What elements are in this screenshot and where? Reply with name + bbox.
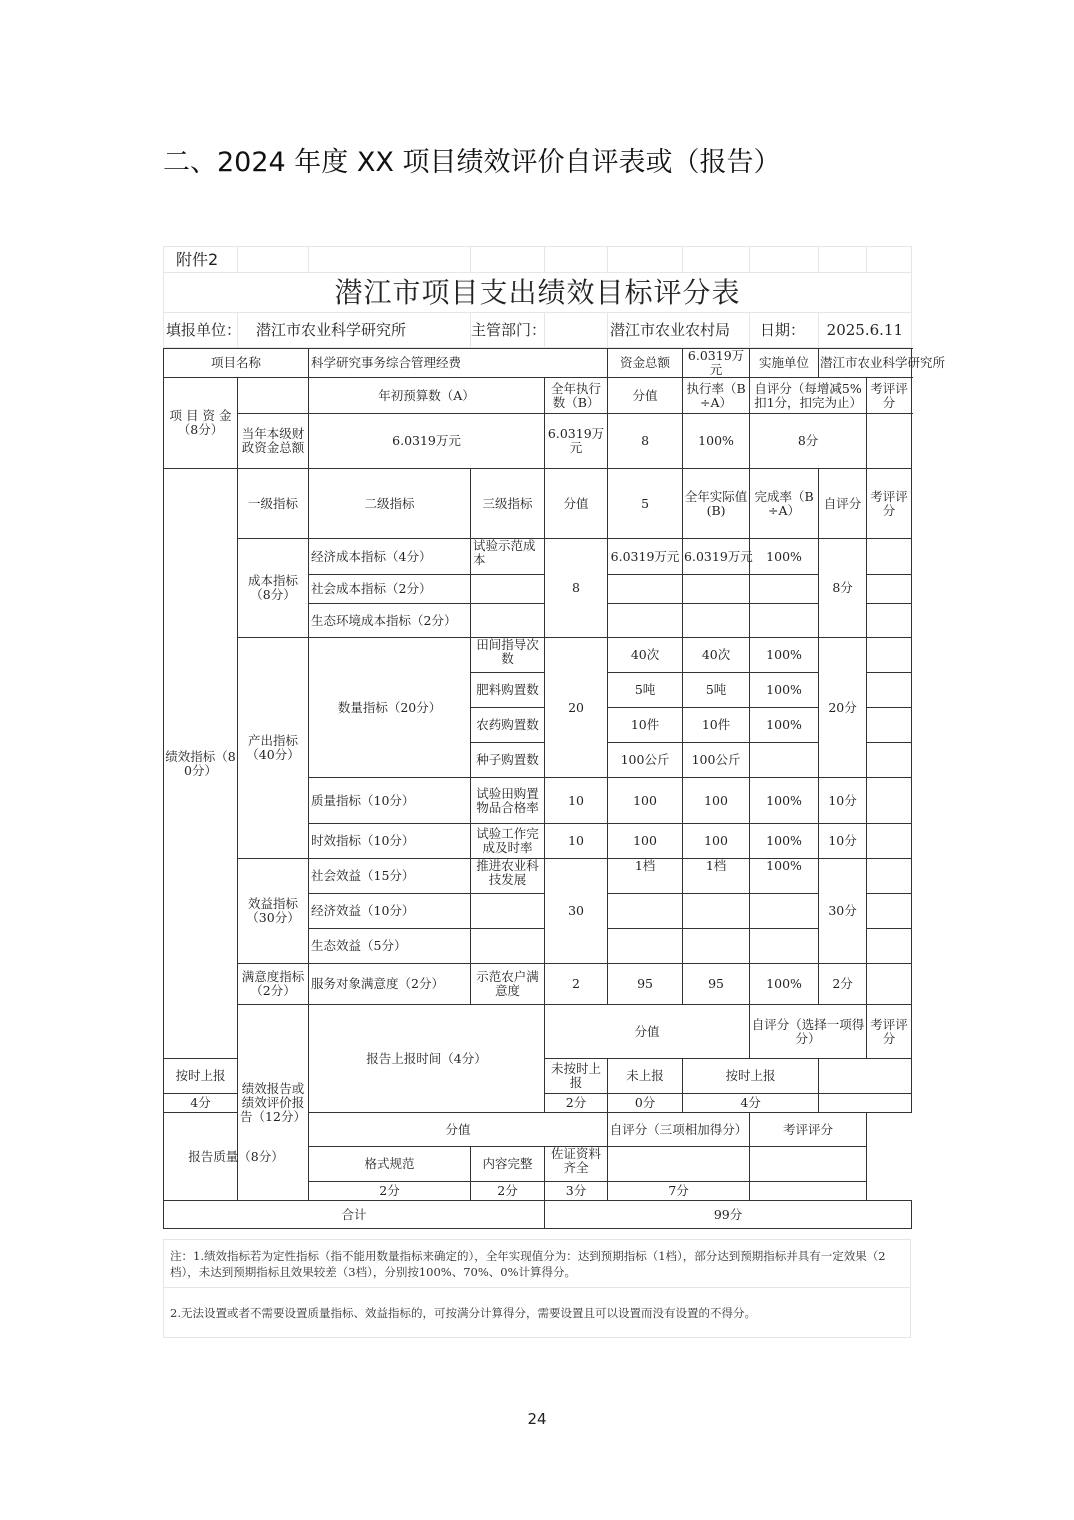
- q-format: 格式规范: [309, 1147, 471, 1182]
- qty-row-1: [164, 638, 912, 673]
- time-level3: 试验工作完成及时率: [471, 824, 545, 859]
- q-evidence: 佐证资料齐全: [545, 1147, 608, 1182]
- fund-total: 6.0319万元: [683, 349, 750, 378]
- satis-score: 2: [545, 964, 608, 1005]
- perf-target-header: 5: [608, 469, 683, 539]
- qty4-target: 100公斤: [608, 743, 683, 778]
- page-heading: 二、2024 年度 XX 项目绩效评价自评表或（报告）: [163, 147, 781, 178]
- qty3-rate: 100%: [750, 708, 819, 743]
- output-label: 产出指标（40分）: [238, 638, 309, 859]
- total-row: [164, 1201, 912, 1229]
- funds-row-label: 当年本级财政资金总额: [238, 414, 309, 469]
- perf-score-header: 分值: [545, 469, 608, 539]
- report-time-self-header: 自评分（选择一项得分）: [750, 1005, 867, 1059]
- impl-unit: 潜江市农业科学研究所: [819, 349, 912, 378]
- quality-rate: 100%: [750, 778, 819, 824]
- form-title: 潜江市项目支出绩效目标评分表: [164, 273, 912, 313]
- dept-label: 主管部门：: [471, 313, 545, 348]
- project-row: [164, 349, 912, 378]
- report-quality-score-header: 分值: [309, 1113, 608, 1147]
- funds-header-row: [164, 378, 912, 414]
- time-score: 10: [545, 824, 608, 859]
- notes-table: [163, 1239, 911, 1338]
- report-label: 绩效报告或绩效评价报告（12分）: [238, 1005, 309, 1201]
- fill-unit-label: 填报单位：: [164, 313, 238, 348]
- qty4-rate: [750, 743, 819, 778]
- quality-actual: 100: [683, 778, 750, 824]
- satis-target: 95: [608, 964, 683, 1005]
- fill-unit: 潜江市农业科学研究所: [238, 313, 471, 348]
- qty1-actual: 40次: [683, 638, 750, 673]
- econ-label: 经济效益（10分）: [309, 894, 471, 929]
- selected-option: 按时上报: [683, 1059, 819, 1094]
- qty-self: 20分: [819, 638, 867, 778]
- time-self: 10分: [819, 824, 867, 859]
- social-target: 1档: [608, 859, 683, 894]
- note-2: 2.无法设置或者不需要设置质量指标、效益指标的，可按满分计算得分，需要设置且可以设置而没有设置的不得分。: [164, 1288, 911, 1338]
- funds-exec-header: 全年执行数（B）: [545, 378, 608, 414]
- pts-ontime: 4分: [164, 1094, 238, 1113]
- benefit-label: 效益指标（30分）: [238, 859, 309, 964]
- benefit-row-1: [164, 859, 912, 894]
- report-time-self: 4分: [683, 1094, 819, 1113]
- report-quality-review-header: 考评评分: [750, 1113, 867, 1147]
- benefit-self: 30分: [819, 859, 867, 964]
- opt-none: 未上报: [608, 1059, 683, 1094]
- qty-score: 20: [545, 638, 608, 778]
- satis-row: [164, 964, 912, 1005]
- perf-actual-header: 全年实际值(B): [683, 469, 750, 539]
- total-value: 99分: [545, 1201, 912, 1229]
- impl-unit-label: 实施单位: [750, 349, 819, 378]
- quality-score: 10: [545, 778, 608, 824]
- perf-rate-header: 完成率（B÷A）: [750, 469, 819, 539]
- time-label: 时效指标（10分）: [309, 824, 471, 859]
- quality-self: 10分: [819, 778, 867, 824]
- project-name-label: 项目名称: [164, 349, 309, 378]
- cost-self: 8分: [819, 539, 867, 638]
- satis-self: 2分: [819, 964, 867, 1005]
- funds-self: 8分: [750, 414, 867, 469]
- eco-label: 生态效益（5分）: [309, 929, 471, 964]
- social-level3: 推进农业科技发展: [471, 859, 545, 894]
- funds-rate-header: 执行率（B÷A）: [683, 378, 750, 414]
- project-name: 科学研究事务综合管理经费: [309, 349, 608, 378]
- pts-format: 2分: [309, 1182, 471, 1201]
- pts-content: 2分: [471, 1182, 545, 1201]
- funds-self-header: 自评分（每增减5%扣1分，扣完为止）: [750, 378, 867, 414]
- date-label: 日期：: [750, 313, 819, 348]
- report-time-label: 报告上报时间（4分）: [309, 1005, 545, 1113]
- annex-label: 附件2: [164, 247, 238, 273]
- funds-score: 8: [608, 414, 683, 469]
- satis-actual: 95: [683, 964, 750, 1005]
- funds-score-header: 分值: [608, 378, 683, 414]
- cost3-label: 生态环境成本指标（2分）: [309, 604, 471, 638]
- opt-ontime: 按时上报: [164, 1059, 238, 1094]
- social-label: 社会效益（15分）: [309, 859, 471, 894]
- report-time-header-row: [164, 1005, 912, 1059]
- qty3-target: 10件: [608, 708, 683, 743]
- perf-label: 绩效指标（80分）: [164, 469, 238, 1059]
- qty2-level3: 肥料购置数: [471, 673, 545, 708]
- time-rate: 100%: [750, 824, 819, 859]
- funds-review-header: 考评评分: [867, 378, 912, 414]
- page-number: 24: [527, 1410, 547, 1428]
- note-1: 注：1.绩效指标若为定性指标（指不能用数量指标来确定的），全年实现值分为：达到预期指标（1档），部分达到预期指标并具有一定效果（2档），未达到预期指标且效果较差（3档），分别按100%、70%、0%计算得分。: [164, 1240, 911, 1288]
- fund-total-label: 资金总额: [608, 349, 683, 378]
- qty-label: 数量指标（20分）: [309, 638, 471, 778]
- qty3-actual: 10件: [683, 708, 750, 743]
- cost-row-1: [164, 539, 912, 575]
- opt-late: 未按时上报: [545, 1059, 608, 1094]
- cost1-level3: 试验示范成本: [471, 539, 545, 575]
- qty2-actual: 5吨: [683, 673, 750, 708]
- q-content: 内容完整: [471, 1147, 545, 1182]
- qty3-level3: 农药购置数: [471, 708, 545, 743]
- sheet-header: [163, 246, 912, 348]
- cost1-actual: 6.0319万元: [683, 539, 750, 575]
- pts-none: 0分: [608, 1094, 683, 1113]
- time-target: 100: [608, 824, 683, 859]
- quality-label: 质量指标（10分）: [309, 778, 471, 824]
- satis-level2: 服务对象满意度（2分）: [309, 964, 471, 1005]
- cost-label: 成本指标（8分）: [238, 539, 309, 638]
- funds-value-row: [164, 414, 912, 469]
- report-quality-self: 7分: [608, 1182, 750, 1201]
- report-quality-label: 报告质量（8分）: [164, 1113, 309, 1201]
- funds-label: 项 目 资 金（8分）: [164, 378, 238, 469]
- pts-evidence: 3分: [545, 1182, 608, 1201]
- satis-label: 满意度指标（2分）: [238, 964, 309, 1005]
- funds-rate: 100%: [683, 414, 750, 469]
- main-table: [163, 348, 946, 1229]
- funds-review: [867, 414, 912, 469]
- report-quality-self-header: 自评分（三项相加得分）: [608, 1113, 750, 1147]
- report-time-score-header: 分值: [545, 1005, 750, 1059]
- time-actual: 100: [683, 824, 750, 859]
- cost1-target: 6.0319万元: [608, 539, 683, 575]
- perf-review-header: 考评评分: [867, 469, 912, 539]
- cost-score: 8: [545, 539, 608, 638]
- pts-late: 2分: [545, 1094, 608, 1113]
- cost1-label: 经济成本指标（4分）: [309, 539, 471, 575]
- perf-level1-header: 一级指标: [238, 469, 309, 539]
- social-rate: 100%: [750, 859, 819, 894]
- cost1-rate: 100%: [750, 539, 819, 575]
- funds-exec: 6.0319万元: [545, 414, 608, 469]
- perf-self-header: 自评分: [819, 469, 867, 539]
- quality-level3: 试验田购置物品合格率: [471, 778, 545, 824]
- social-actual: 1档: [683, 859, 750, 894]
- benefit-score: 30: [545, 859, 608, 964]
- qty1-rate: 100%: [750, 638, 819, 673]
- qty2-target: 5吨: [608, 673, 683, 708]
- total-label: 合计: [164, 1201, 545, 1229]
- report-time-review-header: 考评评分: [867, 1005, 912, 1059]
- date: 2025.6.11: [819, 313, 912, 348]
- funds-budget-header: 年初预算数（A）: [309, 378, 545, 414]
- cost2-label: 社会成本指标（2分）: [309, 575, 471, 604]
- perf-level3-header: 三级指标: [471, 469, 545, 539]
- funds-budget: 6.0319万元: [309, 414, 545, 469]
- dept: 潜江市农业农村局: [608, 313, 750, 348]
- quality-target: 100: [608, 778, 683, 824]
- qty2-rate: 100%: [750, 673, 819, 708]
- perf-header-row: [164, 469, 912, 539]
- satis-level3: 示范农户满意度: [471, 964, 545, 1005]
- score-sheet: [163, 246, 946, 1338]
- satis-rate: 100%: [750, 964, 819, 1005]
- qty1-level3: 田间指导次数: [471, 638, 545, 673]
- qty1-target: 40次: [608, 638, 683, 673]
- qty4-level3: 种子购置数: [471, 743, 545, 778]
- perf-level2-header: 二级指标: [309, 469, 471, 539]
- qty4-actual: 100公斤: [683, 743, 750, 778]
